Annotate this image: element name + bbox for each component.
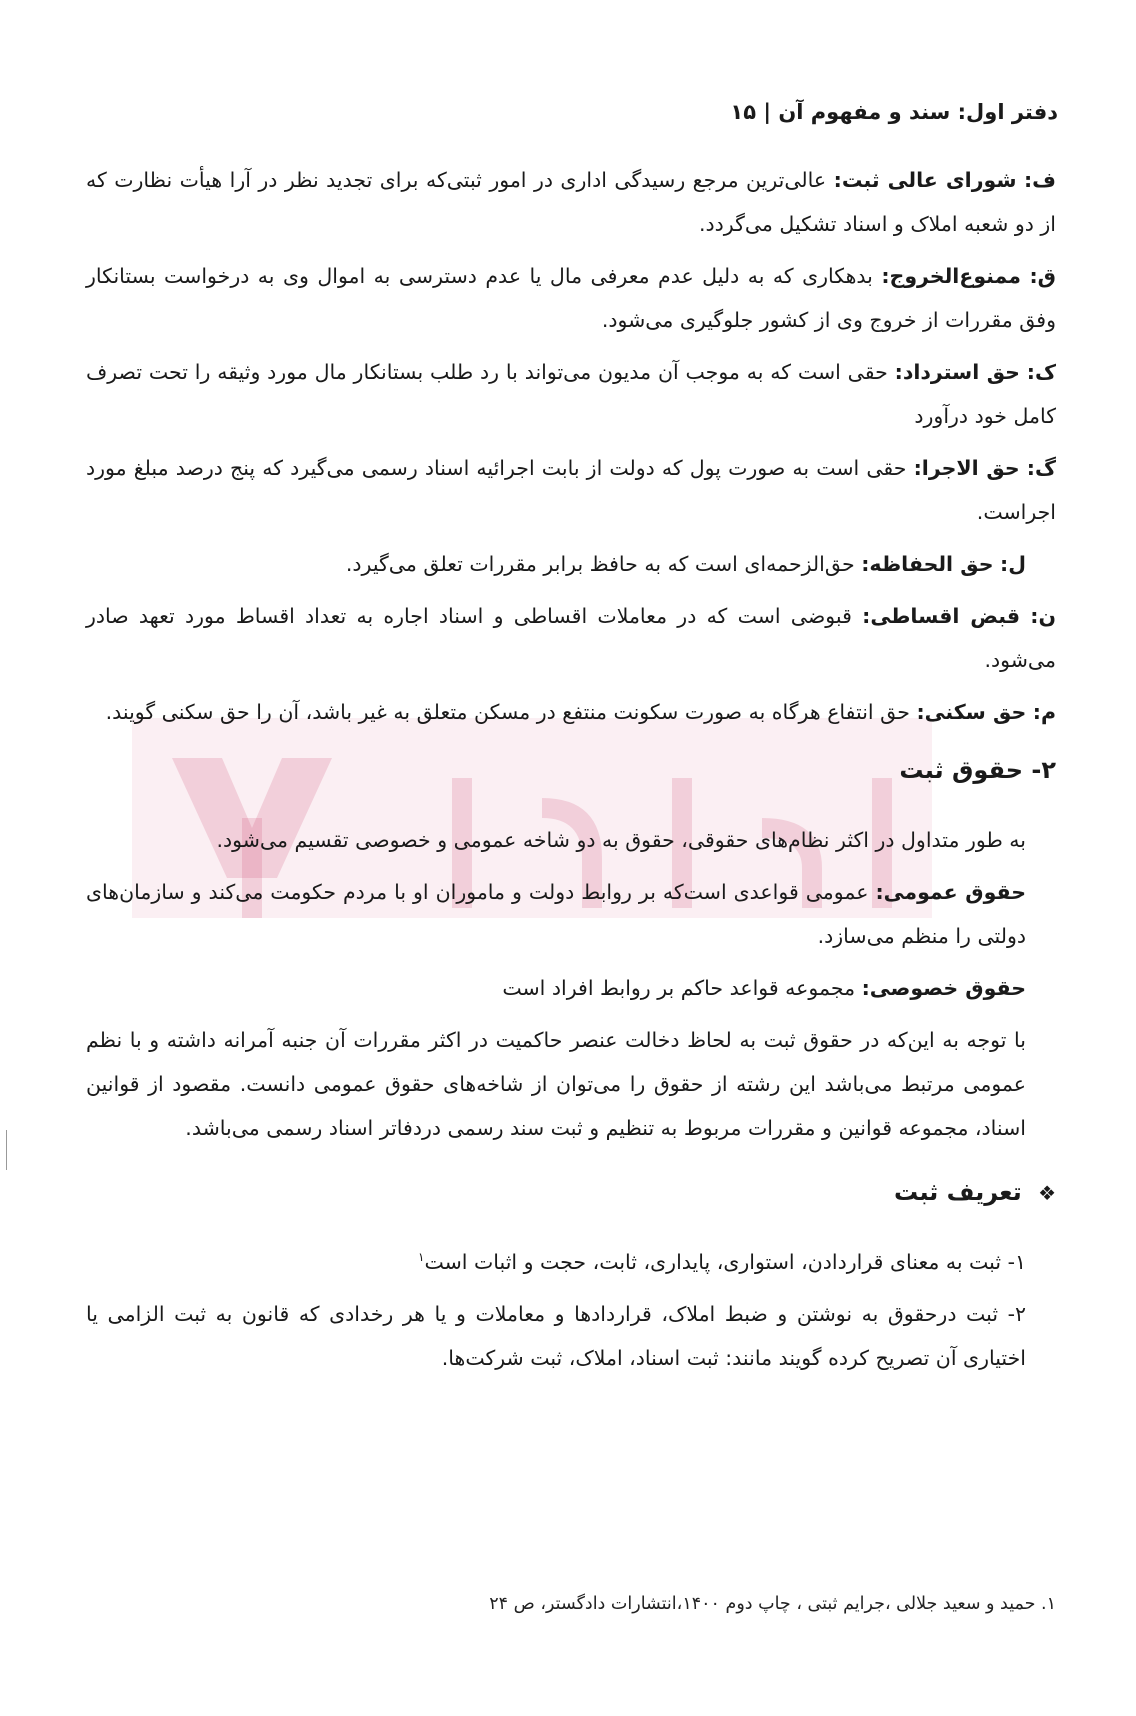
definition-text: حقی است به صورت پول که دولت از بابت اجرائیه اسناد رسمی می‌گیرد که پنج درصد مبلغ مورد اجراست.	[86, 456, 1056, 524]
definition-k	[86, 350, 1066, 438]
definition-term: حقوق خصوصی:	[861, 976, 1026, 1000]
definition-label: م:	[1032, 700, 1056, 724]
definition-label: ق:	[1029, 264, 1056, 288]
section-heading-registration-law: ۲- حقوق ثبت	[899, 756, 1056, 784]
definition-term: ممنوع‌الخروج:	[881, 264, 1021, 288]
private-law-definition	[86, 966, 1066, 1010]
diamond-bullet-icon: ❖	[1038, 1181, 1056, 1205]
definition-text: بدهکاری که به دلیل عدم معرفی مال یا عدم دسترسی به اموال وی به درخواست بستانکار وفق مقررات از خروج وی از کشور جلوگیری می‌شود.	[86, 264, 1056, 332]
definition-text: قبوضی است که در معاملات اقساطی و اسناد اجاره به تعداد اقساط مورد تعهد صادر می‌شود.	[86, 604, 1056, 672]
definition-term: حق الاجرا:	[913, 456, 1020, 480]
definition-label: ن:	[1030, 604, 1056, 628]
definition-item-1	[86, 1235, 1066, 1284]
definition-label: ل:	[1000, 552, 1026, 576]
definition-term: حق استرداد:	[894, 360, 1020, 384]
definition-term: حق الحفاظه:	[861, 552, 994, 576]
item-text: ۱- ثبت به معنای قراردادن، استواری، پایداری، ثابت، حجت و اثبات است	[424, 1249, 1026, 1274]
definition-f	[86, 158, 1066, 246]
definition-label: ف:	[1023, 168, 1056, 192]
definition-g	[86, 446, 1066, 534]
footnote: ۱. حمید و سعید جلالی ،جرایم ثبتی ، چاپ دوم ۱۴۰۰،انتشارات دادگستر، ص ۲۴	[489, 1594, 1056, 1614]
definition-m	[86, 690, 1066, 734]
definition-text: حق‌الزحمه‌ای است که به حافظ برابر مقررات تعلق می‌گیرد.	[345, 552, 855, 576]
definition-text: عمومی قواعدی است‌که بر روابط دولت و ماموران او با مردم حکومت می‌کند و سازمان‌های دولتی را منظم می‌سازد.	[86, 880, 1026, 948]
definition-n	[86, 594, 1066, 682]
definition-item-2: ۲- ثبت درحقوق به نوشتن و ضبط املاک، قراردادها و معاملات و یا هر رخدادی که قانون به ثبت الزامی یا اختیاری آن تصریح کرده گویند مانند: ثبت اسناد، املاک، ثبت شرکت‌ها.	[86, 1301, 1026, 1370]
section-heading-text: تعریف ثبت	[894, 1178, 1022, 1206]
definition-term: شورای عالی ثبت:	[833, 168, 1017, 192]
public-law-definition	[86, 870, 1066, 958]
definition-text: عالی‌ترین مرجع رسیدگی اداری در امور ثبتی‌که برای تجدید نظر در آرا هیأت نظارت که از دو شعبه املاک و اسناد تشکیل می‌گردد.	[86, 168, 1056, 236]
main-content	[86, 100, 1066, 1388]
definition-label: ک:	[1026, 360, 1056, 384]
definition-term: حقوق عمومی:	[875, 880, 1026, 904]
section-intro: به طور متداول در اکثر نظام‌های حقوقی، حقوق به دو شاخه عمومی و خصوصی تقسیم می‌شود.	[216, 828, 1026, 852]
definition-label: گ:	[1026, 456, 1056, 480]
body-paragraph: با توجه به این‌که در حقوق ثبت به لحاظ دخالت عنصر حاکمیت در اکثر مقررات آن جنبه آمرانه داشته و با نظم عمومی مرتبط می‌باشد این رشته از حقوق را می‌توان از شاخه‌های حقوق عمومی دانست. مقصود از قوانین اسناد، مجموعه قوانین و مقررات مربوط به تنظیم و ثبت سند رسمی دردفاتر اسناد رسمی می‌باشد.	[86, 1028, 1026, 1140]
definition-text: حق انتفاع هرگاه به صورت سکونت منتفع در مسکن متعلق به غیر باشد، آن را حق سکنی گویند.	[105, 700, 910, 724]
page-header: دفتر اول: سند و مفهوم آن | ۱۵	[730, 100, 1058, 124]
footnote-reference[interactable]: ۱	[418, 1250, 425, 1264]
definition-text: حقی است که به موجب آن مدیون می‌تواند با رد طلب بستانکار مال مورد وثیقه را تحت تصرف کامل خود درآورد	[86, 360, 1056, 428]
definition-l	[86, 542, 1066, 586]
scan-margin-mark	[6, 1130, 7, 1170]
definition-term: حق سکنی:	[916, 700, 1027, 724]
definition-text: مجموعه قواعد حاکم بر روابط افراد است	[502, 976, 856, 1000]
definition-term: قبض اقساطی:	[862, 604, 1021, 628]
section-heading-definition	[86, 1172, 1056, 1213]
definition-q	[86, 254, 1066, 342]
